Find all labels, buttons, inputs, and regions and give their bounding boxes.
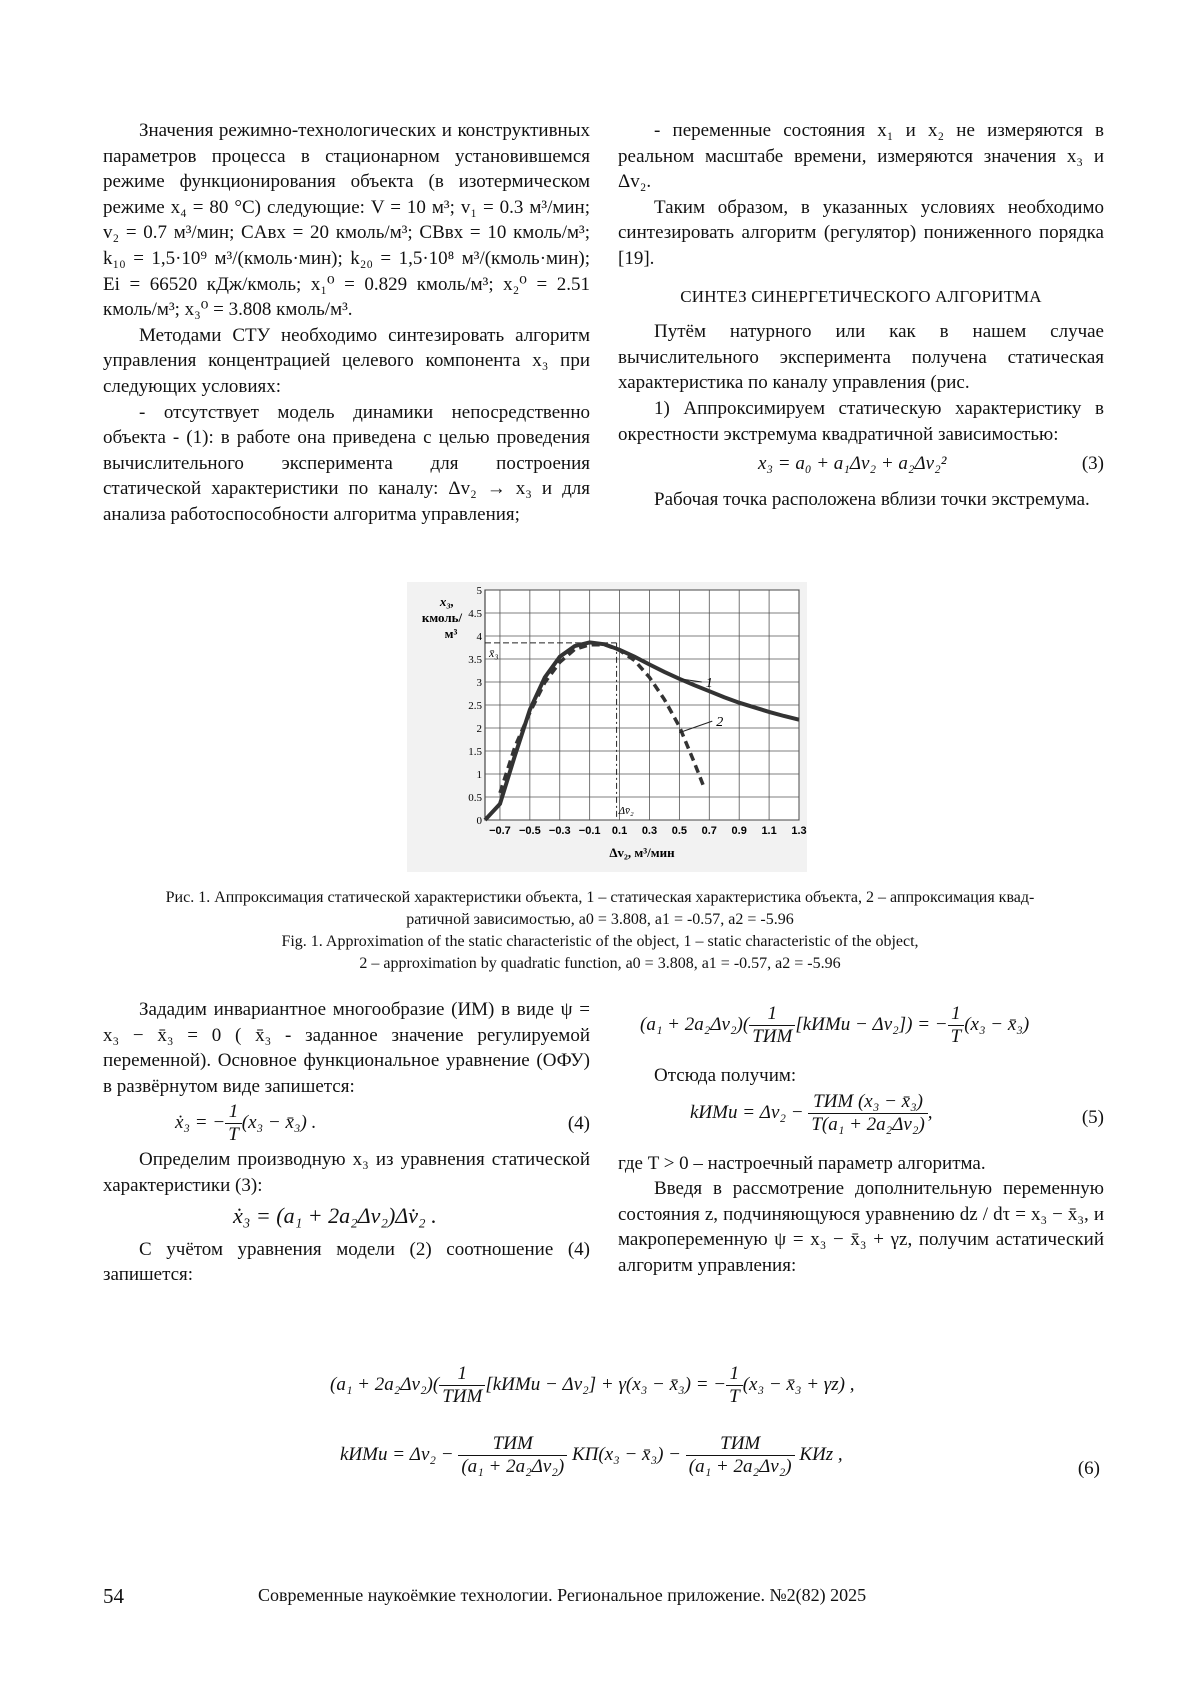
paragraph-conclusion: Таким образом, в указанных условиях необходимо синтезировать алгоритм (регулятор) пониженного порядка [19].: [618, 196, 1104, 269]
x-tick-label: 1.1: [761, 825, 777, 837]
x-tick-label: −0.1: [578, 825, 601, 837]
y-axis-label-line-1: x₃,: [439, 594, 455, 609]
x3-bar-annotation: x̄₃: [489, 645, 499, 660]
equation-4-number: (4): [567, 1113, 590, 1135]
x-tick-label: 0.3: [641, 825, 658, 837]
equation-6-line-2-left: kИМu = Δv₂ −: [340, 1443, 454, 1465]
y-axis-label-line-3: м³: [444, 626, 458, 641]
series-2-label: 2: [716, 715, 724, 731]
right-column-bottom: [618, 997, 1104, 1279]
y-tick-label: 2: [476, 723, 482, 735]
series-1-label: 1: [705, 676, 713, 691]
y-tick-label: 0.5: [468, 792, 482, 804]
y-tick-label: 3.5: [468, 654, 482, 666]
equation-6-line-1-fraction-den: TИМ: [442, 1386, 483, 1407]
figure-1: [407, 582, 807, 872]
equation-5: [618, 1089, 1104, 1151]
equation-5-fraction-num: TИМ (x₃ − x̄₃): [808, 1091, 927, 1114]
left-column-top: [103, 118, 590, 528]
paragraph-condition-2: - переменные состояния x₁ и x₂ не измеряются в реальном масштабе времени, измеряются значения x₃ и Δv₂.: [618, 120, 1104, 193]
equation-6-line-2-right: KИz ,: [799, 1443, 843, 1465]
equation-3: [618, 447, 1104, 487]
equation-a-mid: [kИМu − Δv₂]: [795, 1013, 907, 1035]
equation-3-number: (3): [1081, 453, 1104, 475]
equation-5-number: (5): [1081, 1106, 1104, 1128]
equation-6-number: (6): [1077, 1458, 1100, 1479]
equation-5-left: kИМu = Δv₂ −: [690, 1101, 804, 1123]
y-tick-label: 1: [476, 769, 482, 781]
equation-4-left: ẋ₃ = −: [175, 1112, 226, 1134]
section-heading: СИНТЕЗ СИНЕРГЕТИЧЕСКОГО АЛГОРИТМА: [680, 286, 1042, 306]
equation-6-line-2-fraction-2-den: (a₁ + 2a₂Δv₂): [688, 1456, 792, 1477]
paragraph-condition-1: - отсутствует модель динамики непосредственно объекта - (1): в работе она приведена с целью проведения вычислительного эксперимента для построения статической характеристики по каналу: Δv₂ → x₃ и для анализа работоспособности алгоритма управления;: [103, 401, 590, 525]
equation-6-line-2-fraction-den: (a₁ + 2a₂Δv₂): [461, 1456, 565, 1477]
equation-4-right: (x₃ − x̄₃) .: [241, 1112, 317, 1134]
equation-4-fraction-den: T: [228, 1124, 239, 1146]
journal-footer: Современные наукоёмкие технологии. Региональное приложение. №2(82) 2025: [258, 1585, 867, 1605]
y-tick-label: 3: [476, 677, 482, 689]
caption-en-line-2: 2 – approximation by quadratic function, a0 = 3.808, a1 = -0.57, a2 = -5.96: [359, 955, 841, 972]
y-axis-label-line-2: кмоль/: [421, 610, 463, 625]
equation-a-fraction: [749, 1003, 795, 1048]
equation-a-fraction-2: [948, 1003, 965, 1048]
x-tick-label: 0.9: [731, 825, 747, 837]
paragraph-invariant-manifold: Зададим инвариантное многообразие (ИМ) в виде ψ = x₃ − x̄₃ = 0 ( x̄₃ - заданное значение регулируемой переменной). Основное функциональное уравнение (ОФУ) в развёрнутом виде запишется:: [103, 999, 590, 1097]
equation-6-line-2-fraction-num: TИМ: [458, 1433, 567, 1456]
right-column-top: [618, 118, 1104, 513]
left-column-bottom: [103, 997, 590, 1288]
equation-6-line-1: (a₁ + 2a₂Δv₂)( $\frac{1}{\text{TИМ}}$ [kИМu − Δv₂] + γ(x₃ − x̄₃) = − $\frac{1}{T}$ (x₃ − x̄₃ + γz) ,: [330, 1363, 855, 1407]
equation-6-line-2-fraction: [458, 1433, 567, 1478]
equation-4-fraction-num: 1: [225, 1101, 242, 1124]
y-tick-label: 4.5: [468, 608, 482, 620]
equation-4-fraction: [225, 1101, 242, 1146]
equation-6-line-1-fraction-num: 1: [439, 1363, 485, 1386]
paragraph-working-point: Рабочая точка расположена вблизи точки экстремума.: [654, 489, 1090, 511]
caption-en-line-1: Fig. 1. Approximation of the static characteristic of the object, 1 – static characteristic of the object,: [281, 933, 919, 950]
equation-a-left: (a₁ + 2a₂Δv₂): [640, 1013, 743, 1035]
caption-ru-line-2: ратичной зависимостью, a0 = 3.808, a1 = -0.57, a2 = -5.96: [406, 911, 794, 928]
equation-6-line-1-fraction-2: [726, 1363, 743, 1408]
equation-a-fraction-2-den: T: [950, 1026, 962, 1047]
paragraph-model-relation: С учётом уравнения модели (2) соотношение (4) запишется:: [103, 1238, 590, 1286]
paragraph-parameters: Значения режимно-технологических и конструктивных параметров процесса в стационарном установившемся режиме функционирования объекта (в изотермическом режиме x₄ = 80 °С) следующие: V = 10 м³; v₁ = 0.3 м³/мин; v₂ = 0.7 м³/мин; CАвх = 20 кмоль/м³; CВвх = 10 кмоль/м³; k₁₀ = 1,5·10⁹ м³/(кмоль·мин); k₂₀ = 1,5·10⁸ м³/(кмоль·мин); Ei = 66520 кДж/кмоль; x₁⁰ = 0.829 кмоль/м³; x₂⁰ = 2.51 кмоль/м³; x₃⁰ = 3.808 кмоль/м³.: [103, 120, 590, 321]
figure-caption: [90, 887, 1110, 975]
equation-5-fraction: [808, 1091, 927, 1136]
equation-6-line-1-fraction: [439, 1363, 485, 1408]
equation-5-body: [690, 1091, 933, 1136]
equation-4-body: [175, 1101, 316, 1146]
equation-a-equals: = −: [917, 1013, 948, 1035]
x-tick-label: 0.5: [671, 825, 688, 837]
x-tick-label: −0.7: [489, 825, 511, 837]
x-tick-label: −0.3: [548, 825, 571, 837]
paragraph-approximation: 1) Аппроксимируем статическую характеристику в окрестности экстремума квадратичной зависимостью:: [618, 397, 1104, 445]
y-tick-label: 2.5: [468, 700, 482, 712]
page-number: 54: [103, 1584, 124, 1608]
dv2-bar-annotation: Δv̄₂: [618, 805, 634, 817]
y-tick-label: 1.5: [468, 746, 482, 758]
equation-derivative: [103, 1199, 590, 1237]
equation-6-line-1-mid: [kИМu − Δv₂] + γ(x₃ − x̄₃) = −: [485, 1373, 727, 1395]
x-axis-label: Δv₂, м³/мин: [609, 845, 675, 860]
equation-a-fraction-num: 1: [749, 1003, 795, 1026]
x-tick-label: −0.5: [518, 825, 541, 837]
equation-a-right: (x₃ − x̄₃): [964, 1013, 1030, 1035]
y-tick-label: 5: [476, 585, 482, 597]
equation-6-line-2: [340, 1433, 843, 1478]
equation-4: [103, 1099, 590, 1147]
paragraph-hence: Отсюда получим:: [654, 1065, 797, 1086]
y-tick-label: 4: [476, 631, 482, 643]
paragraph-experiment: Путём натурного или как в нашем случае вычислительного эксперимента получена статическая характеристика по каналу управления (рис.: [618, 321, 1104, 394]
equation-6-line-2-fraction-2: [686, 1433, 795, 1478]
equation-a: [618, 997, 1104, 1063]
equation-6-line-2-fraction-2-num: TИМ: [686, 1433, 795, 1456]
paragraph-tuning-parameter: где T > 0 – настроечный параметр алгоритма.: [618, 1152, 986, 1174]
chart: [407, 582, 807, 872]
equation-6-line-2-mid: KП(x₃ − x̄₃) −: [571, 1443, 681, 1465]
x-tick-label: 1.3: [791, 825, 807, 837]
equation-a-fraction-2-num: 1: [948, 1003, 965, 1026]
caption-ru-line-1: Рис. 1. Аппроксимация статической характеристики объекта, 1 – статическая характеристика объекта, 2 – аппроксимация квад-: [165, 889, 1035, 906]
x-tick-label: 0.7: [701, 825, 717, 837]
equation-derivative-body: ẋ₃ = (a₁ + 2a₂Δv₂)Δv̇₂ .: [233, 1202, 437, 1228]
equation-5-comma: ,: [927, 1101, 933, 1123]
paragraph-task: Методами СТУ необходимо синтезировать алгоритм управления концентрацией целевого компонента x₃ при следующих условиях:: [103, 324, 590, 397]
equation-5-fraction-den: T(a₁ + 2a₂Δv₂): [811, 1113, 925, 1135]
paragraph-astatic: Введя в рассмотрение дополнительную переменную состояния z, подчиняющуюся уравнению dz / dτ = x₃ − x̄₃, и макропеременную ψ = x₃ − x̄₃ + γz, получим астатический алгоритм управления:: [618, 1178, 1104, 1276]
x-tick-label: 0.1: [611, 825, 628, 837]
equation-6-line-1-fraction-2-num: 1: [726, 1363, 743, 1386]
equation-6-line-1-right: (x₃ − x̄₃ + γz) ,: [742, 1373, 855, 1395]
equation-6-line-1-left: (a₁ + 2a₂Δv₂): [330, 1373, 433, 1395]
equation-a-body: (a₁ + 2a₂Δv₂)( $\frac{1}{\text{TИМ}}$ [kИМu − Δv₂]) = − $\frac{1}{T}$ (x₃ − x̄₃): [640, 1003, 1030, 1047]
y-tick-label: 0: [476, 815, 482, 827]
paragraph-derivative: Определим производную x₃ из уравнения статической характеристики (3):: [103, 1149, 590, 1196]
equation-6-line-1-fraction-2-den: T: [729, 1386, 740, 1407]
equation-a-fraction-den: TИМ: [752, 1026, 793, 1047]
equation-3-body: x₃ = a₀ + a₁Δv₂ + a₂Δv₂²: [758, 453, 947, 475]
